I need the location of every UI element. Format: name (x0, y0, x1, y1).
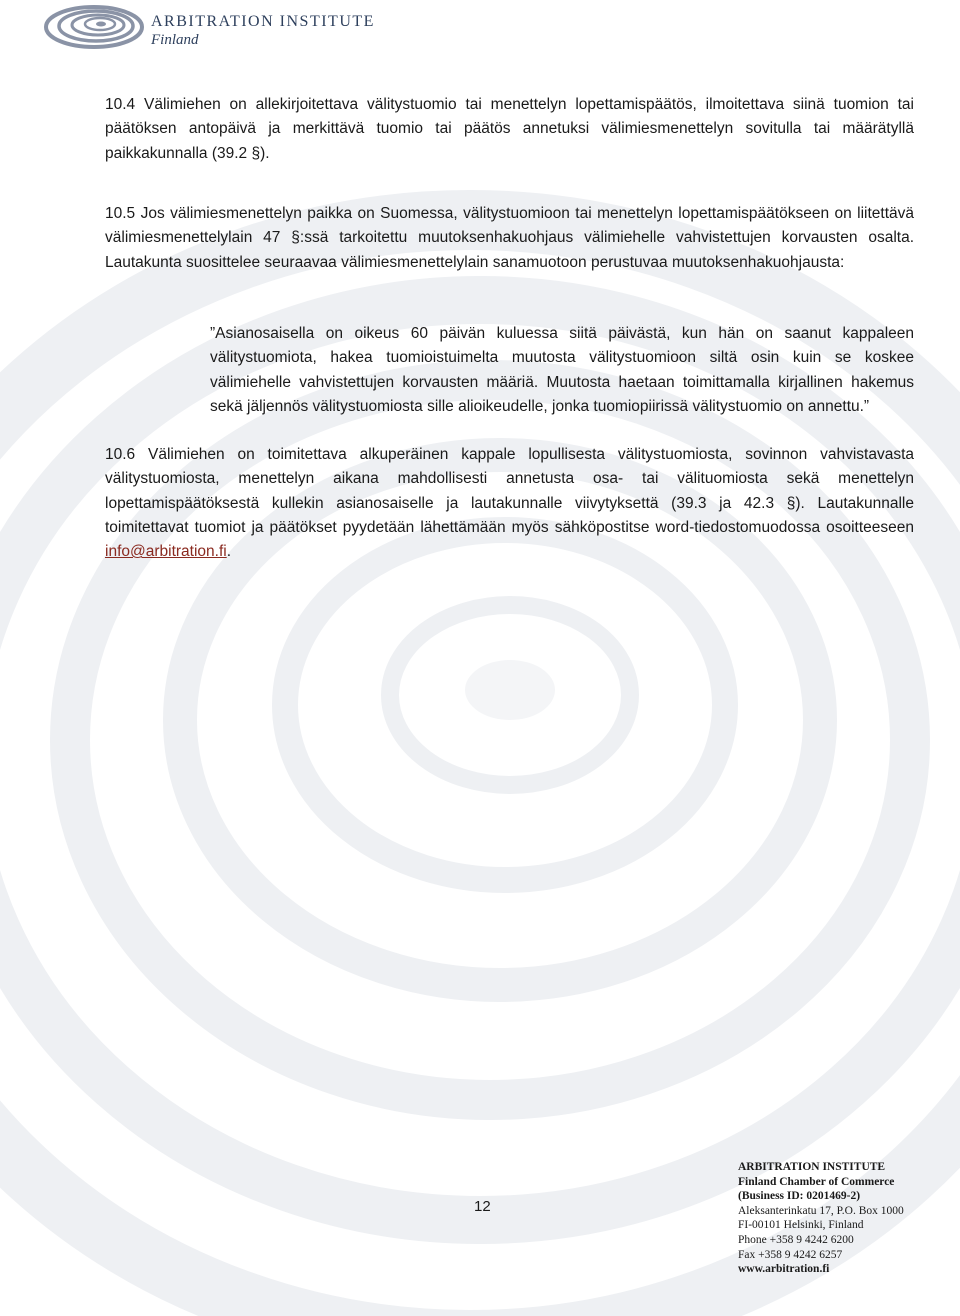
footer-org-name: ARBITRATION INSTITUTE (738, 1161, 886, 1173)
paragraph-10-5: 10.5 Jos välimiesmenettelyn paikka on Suomessa, välitystuomioon tai menettelyn lopettamispäätökseen on liitettävä välimiesmenettelylain 47 §:ssä tarkoitettu muutoksenhakuohjaus välimiehelle vahvistettujen korvausten osalta. Lautakunta suosittelee seuraavaa välimiesmenettelylain sanamuotoon perustuvaa muutoksenhakuohjausta: (105, 205, 914, 271)
logo-org-subtitle: Finland (151, 32, 199, 48)
appeal-instructions-quote: ”Asianosaisella on oikeus 60 päivän kuluessa siitä päivästä, kun hän on saanut kappaleen välitystuomiota, hakea tuomioistuimelta muutosta välitystuomioon siltä osin kuin se koskee välimiehelle vahvistettujen korvausten määriä. Muutosta haetaan toimittamalla kirjallinen hakemus sekä jäljennös välitystuomiosta sille alioikeudelle, jonka tuomiopiirissä välitystuomio on annettu.” (210, 325, 914, 415)
footer-website: www.arbitration.fi (738, 1263, 830, 1276)
footer-phone: Phone +358 9 4242 6200 (738, 1233, 854, 1246)
page-number: 12 (474, 1198, 491, 1215)
swirl-logo-icon (40, 4, 144, 50)
paragraph-10-6-text: 10.6 Välimiehen on toimitettava alkuperäinen kappale lopullisesta välitystuomiosta, sovinnon vahvistavasta välitystuomiosta, menettelyn aikana mahdollisesti annetusta osa- tai välituomiosta sekä menettelyn lopettamispäätöksestä kullekin asianosaiselle ja lautakunnalle viivytyksettä (39.3 ja 42.3 §). Lautakunnalle toimitettavat tuomiot ja päätökset pyydetään lähettämään myös sähköpostitse word-tiedostomuodossa osoitteeseen (105, 446, 914, 536)
email-link[interactable]: info@arbitration.fi (105, 543, 227, 561)
footer-chamber: Finland Chamber of Commerce (738, 1175, 895, 1188)
paragraph-10-6-end: . (226, 543, 232, 561)
paragraph-10-6 (105, 443, 914, 564)
footer-business-id: (Business ID: 0201469-2) (738, 1190, 861, 1203)
paragraph-10-4: 10.4 Välimiehen on allekirjoitettava välitystuomio tai menettelyn lopettamispäätös, ilmoitettava siinä tuomion tai päätöksen antopäivä ja merkittävä tuomio tai päätös annetuksi välimiesmenettelyn sovitulla tai määrätyllä paikkakunnalla (39.2 §). (105, 96, 914, 162)
footer-contact-block (738, 1160, 953, 1277)
footer-fax: Fax +358 9 4242 6257 (738, 1248, 843, 1261)
logo-org-name: ARBITRATION INSTITUTE (151, 13, 375, 30)
footer-address: Aleksanterinkatu 17, P.O. Box 1000 (738, 1204, 904, 1217)
footer-city: FI-00101 Helsinki, Finland (738, 1219, 864, 1232)
